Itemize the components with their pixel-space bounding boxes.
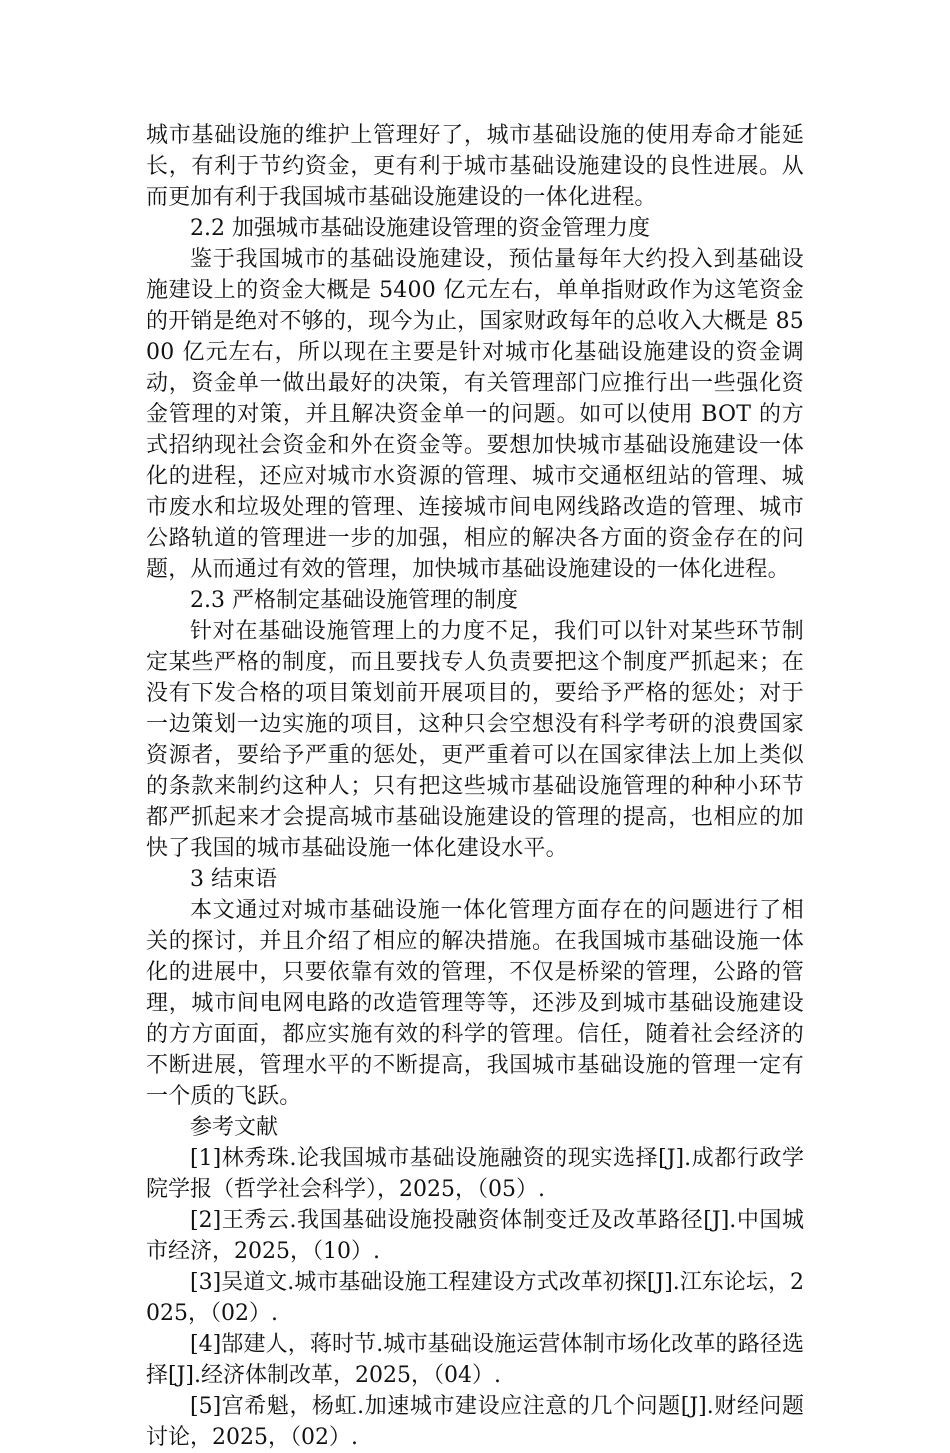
section-heading-2-3: 2.3 严格制定基础设施管理的制度 [190,588,518,613]
reference-item: [4]郜建人，蒋时节.城市基础设施运营体制市场化改革的路径选择[J].经济体制改革，2025，（04）. [146,1332,804,1388]
section-heading-3: 3 结束语 [190,867,277,892]
section-heading-2-2: 2.2 加强城市基础设施建设管理的资金管理力度 [190,216,650,241]
document-page [146,120,804,1453]
paragraph-conclusion: 本文通过对城市基础设施一体化管理方面存在的问题进行了相关的探讨，并且介绍了相应的解决措施。在我国城市基础设施一体化的进展中，只要依靠有效的管理，不仅是桥梁的管理，公路的管理，城市间电网电路的改造管理等等，还涉及到城市基础设施建设的方方面面，都应实施有效的科学的管理。信任，随着社会经济的不断进展，管理水平的不断提高，我国城市基础设施的管理一定有一个质的飞跃。 [146,898,804,1109]
reference-item: [3]吴道文.城市基础设施工程建设方式改革初探[J].江东论坛，2025，（02）. [146,1270,804,1326]
reference-item: [1]林秀珠.论我国城市基础设施融资的现实选择[J].成都行政学院学报（哲学社会科学），2025，（05）. [146,1146,804,1202]
reference-item: [5]宫希魁，杨虹.加速城市建设应注意的几个问题[J].财经问题讨论，2025，（02）. [146,1394,804,1450]
paragraph-regulation: 针对在基础设施管理上的力度不足，我们可以针对某些环节制定某些严格的制度，而且要找专人负责要把这个制度严抓起来；在没有下发合格的项目策划前开展项目的，要给予严格的惩处；对于一边策划一边实施的项目，这种只会空想没有科学考研的浪费国家资源者，要给予严重的惩处，更严重着可以在国家律法上加上类似的条款来制约这种人；只有把这些城市基础设施管理的种种小环节都严抓起来才会提高城市基础设施建设的管理的提高，也相应的加快了我国的城市基础设施一体化建设水平。 [146,619,804,861]
paragraph-funding: 鉴于我国城市的基础设施建设，预估量每年大约投入到基础设施建设上的资金大概是 5400 亿元左右，单单指财政作为这笔资金的开销是绝对不够的，现今为止，国家财政每年的总收入大概是 8500 亿元左右，所以现在主要是针对城市化基础设施建设的资金调动，资金单一做出最好的决策，有关管理部门应推行出一些强化资金管理的对策，并且解决资金单一的问题。如可以使用 BOT 的方式招纳现社会资金和外在资金等。要想加快城市基础设施建设一体化的进程，还应对城市水资源的管理、城市交通枢纽站的管理、城市废水和垃圾处理的管理、连接城市间电网线路改造的管理、城市公路轨道的管理进一步的加强，相应的解决各方面的资金存在的问题，从而通过有效的管理，加快城市基础设施建设的一体化进程。 [146,247,804,582]
references-heading: 参考文献 [190,1115,279,1140]
paragraph-maintenance: 城市基础设施的维护上管理好了，城市基础设施的使用寿命才能延长，有利于节约资金，更有利于城市基础设施建设的良性进展。从而更加有利于我国城市基础设施建设的一体化进程。 [146,123,804,210]
reference-item: [2]王秀云.我国基础设施投融资体制变迁及改革路径[J].中国城市经济，2025，（10）. [146,1208,804,1264]
